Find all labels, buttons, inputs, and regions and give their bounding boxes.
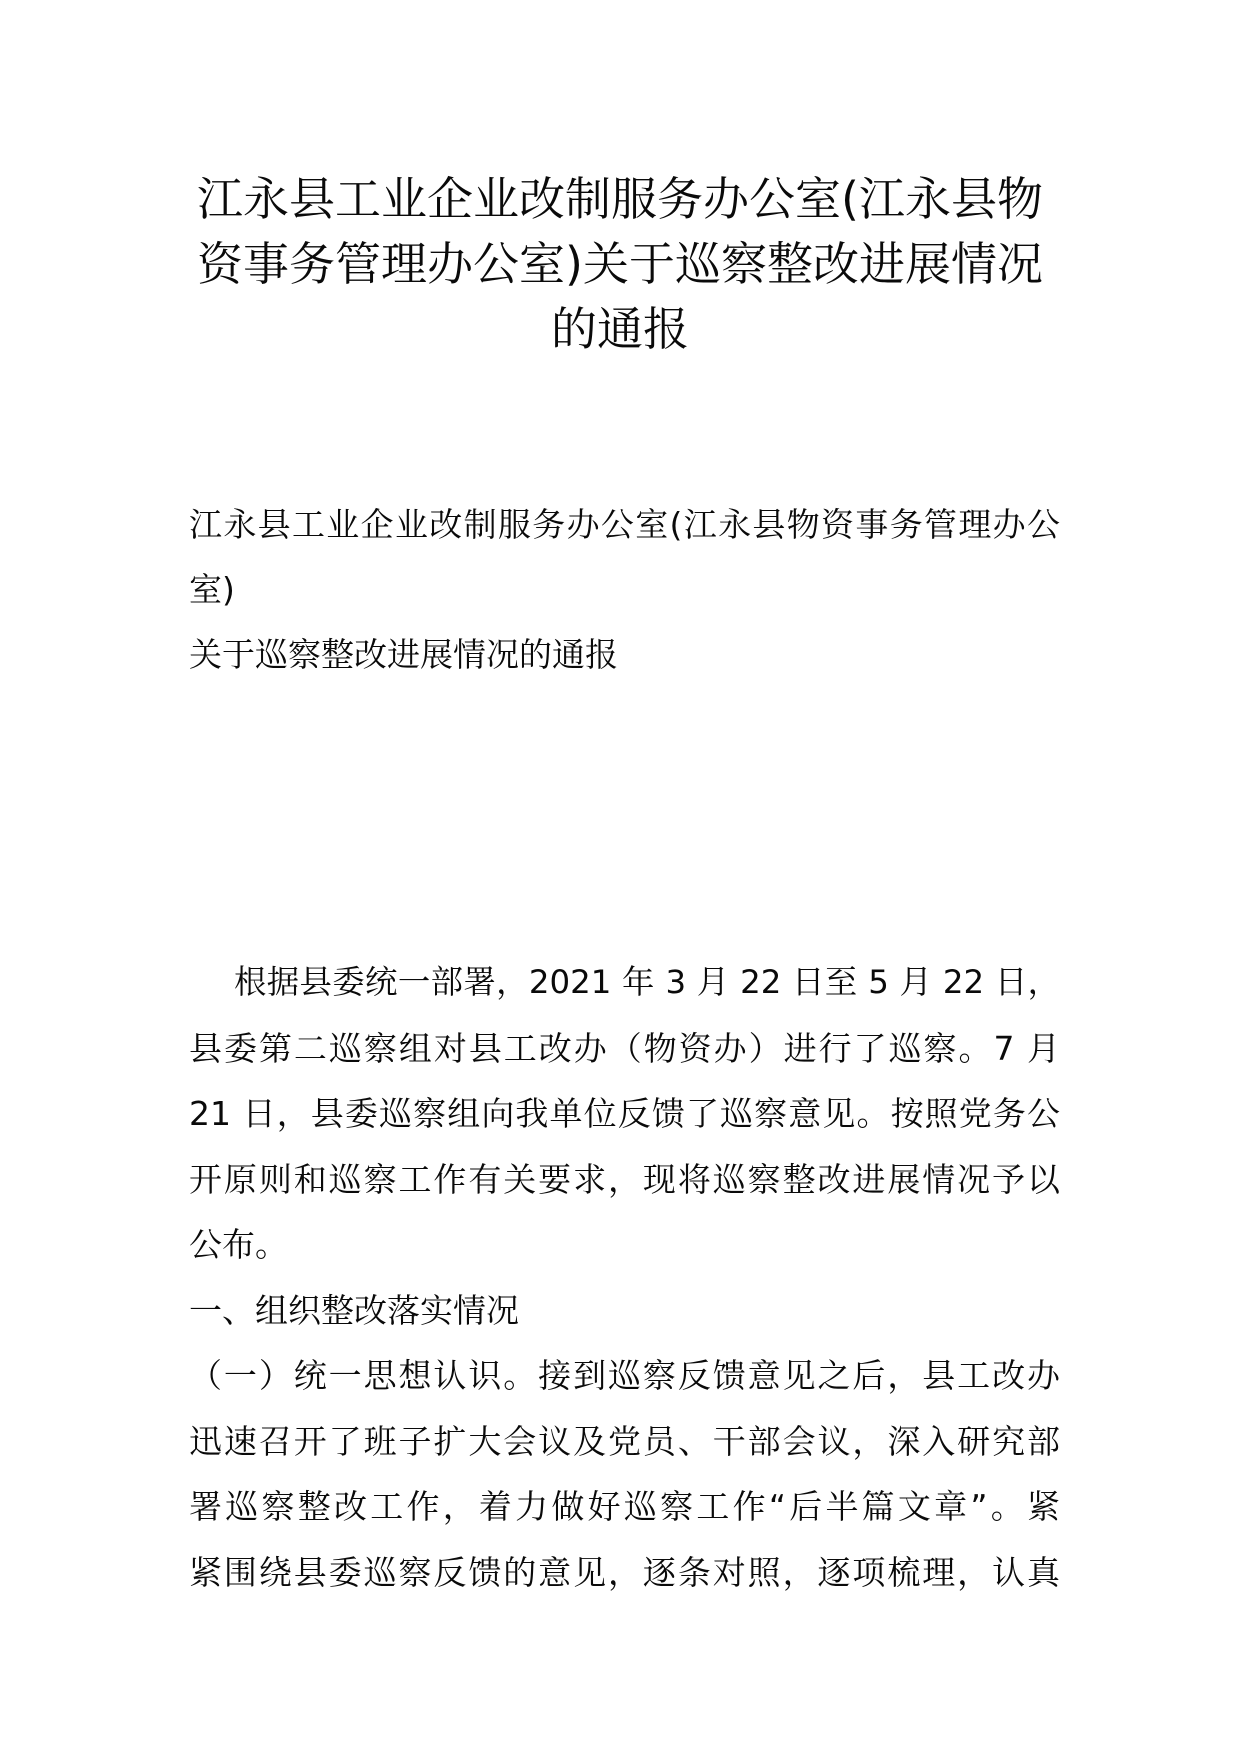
body-line-text: 开原则和巡察工作有关要求，现将巡察整改进展情况予以	[189, 1159, 1060, 1199]
body-line-text: 县委第二巡察组对县工改办（物资办）进行了巡察。7 月	[189, 1028, 1060, 1068]
section-heading	[189, 1278, 1060, 1344]
subtitle-line-text: 江永县工业企业改制服务办公室(江永县物资事务管理办公	[189, 505, 1060, 544]
body-line	[189, 1343, 1060, 1409]
subtitle-line	[189, 492, 1060, 557]
subtitle-line	[189, 557, 1060, 622]
body-line	[189, 1474, 1060, 1540]
title-line	[150, 167, 1090, 232]
subtitle-line-text: 室)	[189, 570, 235, 609]
paragraph	[189, 950, 1060, 1278]
body-line-text: 根据县委统一部署，2021 年 3 月 22 日至 5 月 22 日，	[234, 963, 1060, 1001]
subtitle-line-text: 关于巡察整改进展情况的通报	[189, 635, 618, 674]
title-line	[150, 297, 1090, 362]
body-line-text: 迅速召开了班子扩大会议及党员、干部会议，深入研究部	[189, 1421, 1060, 1461]
title-line-text: 资事务管理办公室)关于巡察整改进展情况	[197, 237, 1043, 291]
body-line	[189, 1278, 1060, 1344]
document-title	[150, 167, 1090, 362]
document-body	[189, 950, 1060, 1605]
subtitle-line	[189, 622, 1060, 687]
title-line-text: 的通报	[551, 302, 689, 356]
body-line-text: 21 日，县委巡察组向我单位反馈了巡察意见。按照党务公	[189, 1094, 1060, 1133]
body-line	[189, 1081, 1060, 1147]
body-line-text: 紧围绕县委巡察反馈的意见，逐条对照，逐项梳理，认真	[189, 1552, 1060, 1592]
document-subtitle	[189, 492, 1060, 687]
paragraph	[189, 1343, 1060, 1605]
title-line-text: 江永县工业企业改制服务办公室(江永县物	[197, 172, 1043, 226]
body-line-text: 公布。	[189, 1225, 288, 1264]
body-line	[189, 950, 1060, 1016]
body-line	[189, 1147, 1060, 1213]
title-line	[150, 232, 1090, 297]
section-heading-text: 一、组织整改落实情况	[189, 1290, 519, 1330]
body-line	[189, 1016, 1060, 1082]
body-line	[189, 1212, 1060, 1278]
body-line-text: 署巡察整改工作，着力做好巡察工作“后半篇文章”。紧	[189, 1487, 1060, 1526]
body-line	[189, 1409, 1060, 1475]
body-line-text: （一）统一思想认识。接到巡察反馈意见之后，县工改办	[189, 1356, 1060, 1395]
body-line	[189, 1540, 1060, 1606]
